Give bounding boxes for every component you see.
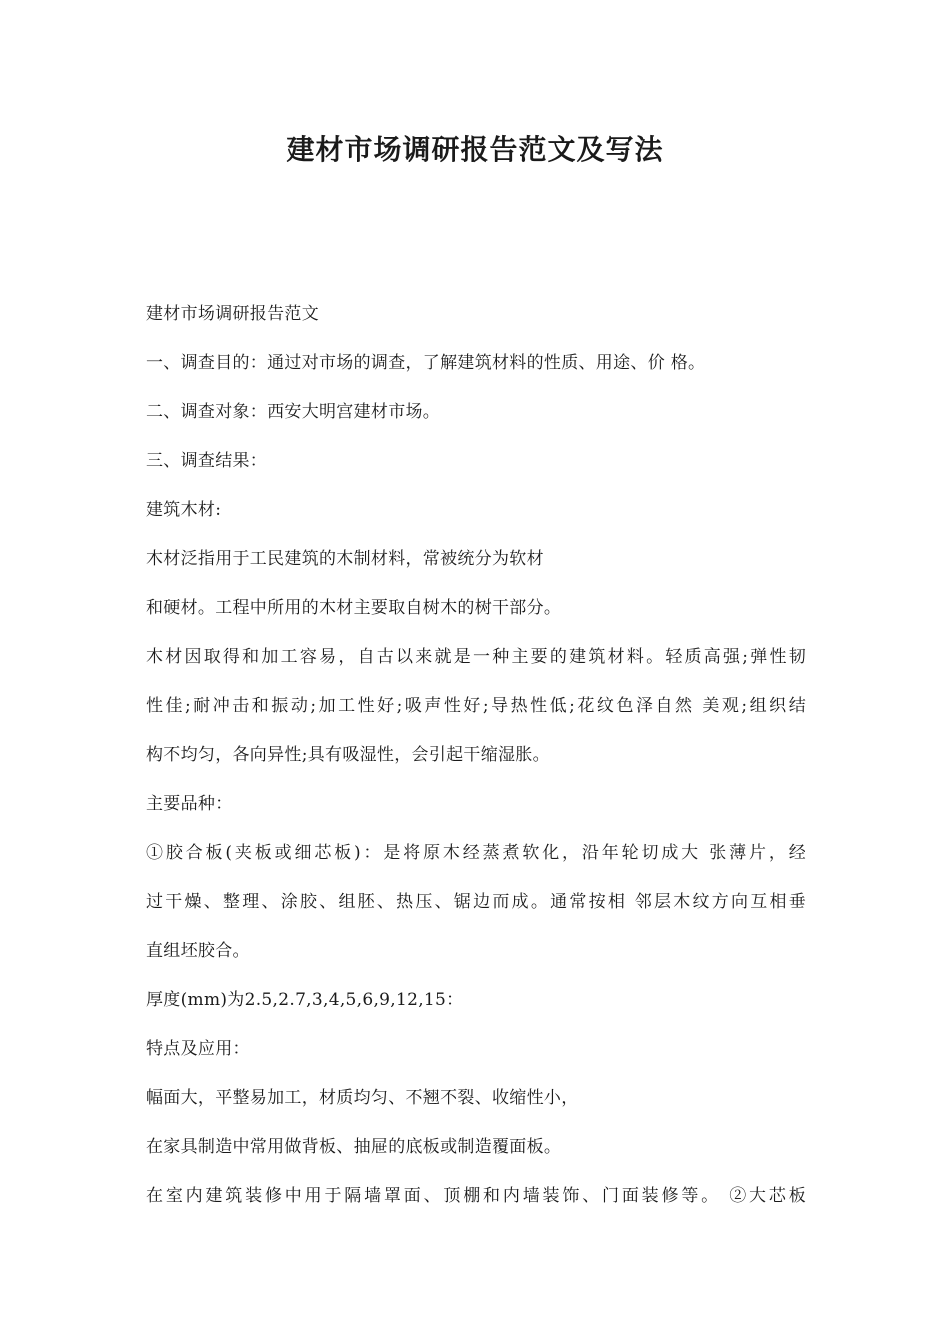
- paragraph-line: 一、调查目的：通过对市场的调查，了解建筑材料的性质、用途、价 格。: [146, 353, 706, 373]
- document-title: 建材市场调研报告范文及写法: [286, 133, 664, 166]
- paragraph-line: 建筑木材:: [146, 500, 222, 520]
- paragraph-line: 二、调查对象：西安大明宫建材市场。: [146, 402, 441, 422]
- paragraph-line: 幅面大，平整易加工，材质均匀、不翘不裂、收缩性小，: [146, 1088, 579, 1108]
- paragraph-line: 木材泛指用于工民建筑的木制材料，常被统分为软材: [146, 549, 544, 569]
- paragraph-line: 构不均匀，各向异性;具有吸湿性，会引起干缩湿胀。: [146, 745, 550, 765]
- paragraph-line: 在室内建筑装修中用于隔墙罩面、顶棚和内墙装饰、门面装修等。 ②大芯板: [146, 1186, 806, 1206]
- paragraph-line: 木材因取得和加工容易，自古以来就是一种主要的建筑材料。轻质高强;弹性韧: [146, 647, 806, 667]
- paragraph-line: 主要品种：: [146, 794, 233, 814]
- paragraph-line: 性佳;耐冲击和振动;加工性好;吸声性好;导热性低;花纹色泽自然 美观;组织结: [146, 696, 806, 716]
- paragraph-line: 特点及应用：: [146, 1039, 250, 1059]
- section-heading: 建材市场调研报告范文: [146, 304, 319, 324]
- paragraph-line: 过干燥、整理、涂胶、组胚、热压、锯边而成。通常按相 邻层木纹方向互相垂: [146, 892, 806, 912]
- paragraph-line: 在家具制造中常用做背板、抽屉的底板或制造覆面板。: [146, 1137, 562, 1157]
- paragraph-line: ①胶合板(夹板或细芯板)：是将原木经蒸煮软化，沿年轮切成大 张薄片，经: [146, 843, 806, 863]
- paragraph-line: 和硬材。工程中所用的木材主要取自树木的树干部分。: [146, 598, 562, 618]
- paragraph-line: 厚度(mm)为2.5,2.7,3,4,5,6,9,12,15：: [146, 990, 464, 1010]
- paragraph-line: 直组坯胶合。: [146, 941, 250, 961]
- paragraph-line: 三、调查结果：: [146, 451, 268, 471]
- document-body: [146, 290, 806, 1221]
